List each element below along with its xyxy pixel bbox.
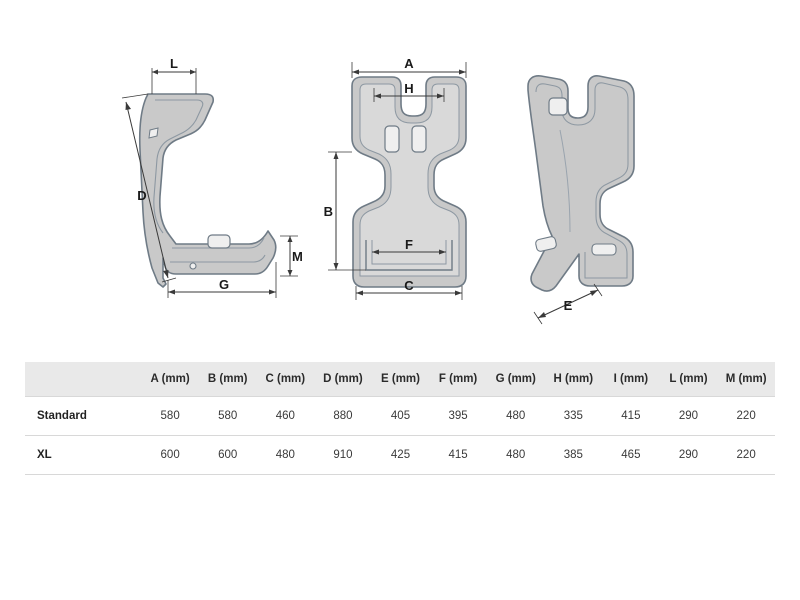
cell-standard-f: 395 [429,397,487,436]
table-row [25,397,775,436]
dimension-label-D: D [137,188,147,203]
cell-xl-i: 465 [602,436,660,475]
table-head [25,362,775,397]
column-header-e: E (mm) [372,362,430,397]
perspective-mount-slot-right [592,244,616,255]
cell-standard-b: 580 [199,397,257,436]
side-view-group [122,56,303,298]
dimension-label-G: G [218,277,230,292]
dimension-label-E: E [563,298,573,313]
column-header-l: L (mm) [660,362,718,397]
table-body [25,397,775,475]
dimension-label-L: L [170,56,178,71]
side-view-small-hole [190,263,196,269]
front-view-harness-slot-right [412,126,426,152]
front-view-group [324,56,466,300]
dimension-label-A: A [404,56,414,71]
dimension-label-B: B [323,204,333,219]
perspective-harness-slot [549,98,567,115]
row-label-standard: Standard [25,397,141,436]
side-view-mount-slot [208,235,230,248]
column-header-c: C (mm) [257,362,315,397]
cell-standard-g: 480 [487,397,545,436]
table-row [25,436,775,475]
cell-standard-c: 460 [257,397,315,436]
perspective-view-seat-shell [528,76,634,291]
column-header-model [25,362,141,397]
cell-xl-c: 480 [257,436,315,475]
dimension-A [352,56,466,78]
cell-standard-e: 405 [372,397,430,436]
perspective-view-group [528,76,634,324]
column-header-g: G (mm) [487,362,545,397]
cell-standard-i: 415 [602,397,660,436]
side-view-harness-notch [149,128,158,138]
cell-standard-a: 580 [141,397,199,436]
cell-xl-f: 415 [429,436,487,475]
dimension-M [280,236,303,276]
cell-xl-g: 480 [487,436,545,475]
dimension-L [152,56,196,94]
column-header-f: F (mm) [429,362,487,397]
cell-standard-h: 335 [544,397,602,436]
cell-standard-l: 290 [660,397,718,436]
column-header-b: B (mm) [199,362,257,397]
cell-xl-b: 600 [199,436,257,475]
cell-xl-d: 910 [314,436,372,475]
cell-xl-h: 385 [544,436,602,475]
cell-standard-m: 220 [717,397,775,436]
cell-xl-m: 220 [717,436,775,475]
specification-table [25,362,775,475]
cell-xl-e: 425 [372,436,430,475]
side-view-seat-shell [140,94,276,287]
column-header-m: M (mm) [717,362,775,397]
dimension-label-M: M [292,249,303,264]
table-header-row [25,362,775,397]
front-view-harness-slot-left [385,126,399,152]
column-header-a: A (mm) [141,362,199,397]
specification-table-wrapper [25,362,775,475]
dimension-label-C: C [404,278,414,293]
row-label-xl: XL [25,436,141,475]
column-header-i: I (mm) [602,362,660,397]
cell-xl-a: 600 [141,436,199,475]
dimension-label-F: F [405,237,413,252]
column-header-d: D (mm) [314,362,372,397]
dimension-label-H: H [404,81,414,96]
cell-standard-d: 880 [314,397,372,436]
column-header-h: H (mm) [544,362,602,397]
cell-xl-l: 290 [660,436,718,475]
